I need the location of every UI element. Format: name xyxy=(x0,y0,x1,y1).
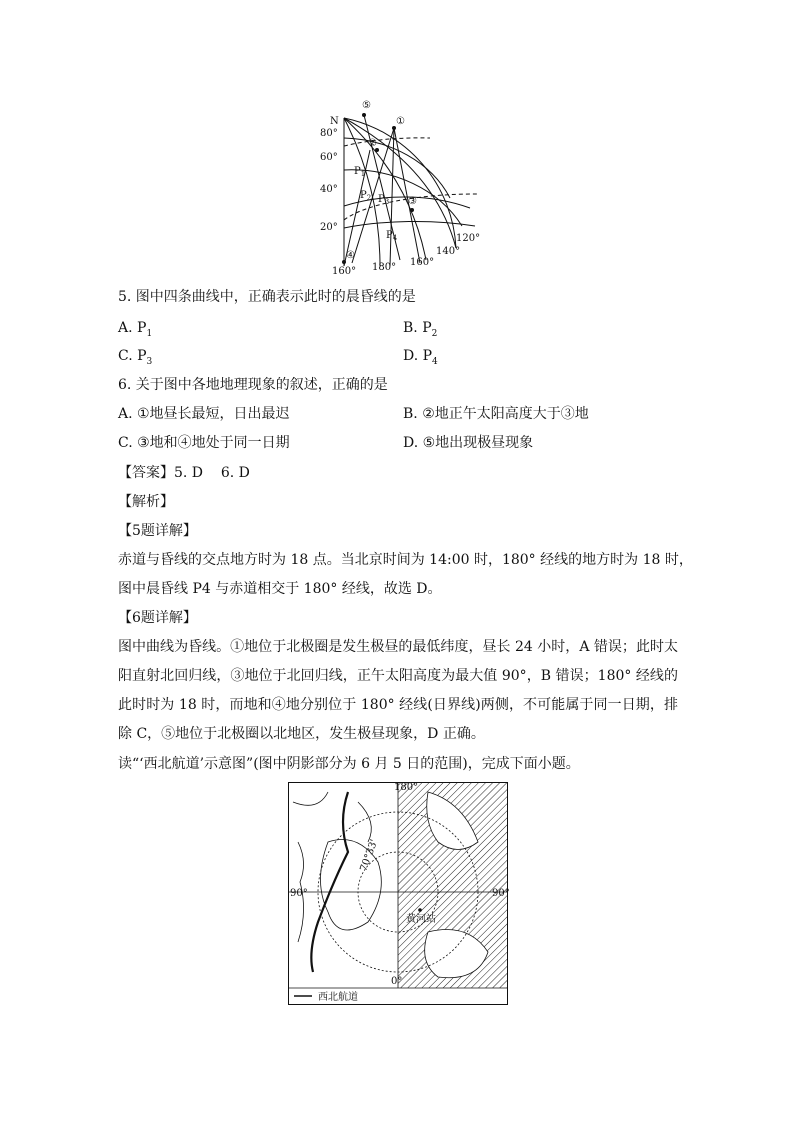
lon120-label: 120° xyxy=(456,233,481,244)
p2-label: $P_2$ xyxy=(360,190,372,202)
station-label: 黄河站 xyxy=(406,914,436,925)
lat40-label: 40° xyxy=(320,184,338,195)
lon160e-label: 160° xyxy=(410,257,435,268)
point-5 xyxy=(362,113,366,117)
circle-1-label: ① xyxy=(396,116,405,127)
legend-label: 西北航道 xyxy=(318,992,358,1003)
detail5-line1: 赤道与昏线的交点地方时为 18 点。当北京时间为 14:00 时，180° 经线的地方时为 18 时， xyxy=(118,552,693,568)
q5-option-c: C. $P_3$ xyxy=(118,348,153,367)
lat20-label: 20° xyxy=(320,222,338,233)
detail5-title: 【5题详解】 xyxy=(118,523,197,539)
lon140-label: 140° xyxy=(436,246,461,257)
detail6-text: 图中曲线为昏线。①地位于北极圈是发生极昼的最低纬度，昼长 24 小时，A 错误；此时太阳直射北回归线，③地位于北回归线，正午太阳高度为最大值 90°，B 错误；180° 经线的此时时为 18 时，而地和④地分别位于 180° 经线(日界线)两侧，不可能属于同一日期，排除 C，⑤地位于北极圈以北地区，发生极昼现象，D 正确。 xyxy=(118,639,678,742)
lon180-label: 180° xyxy=(372,262,397,273)
north-label: N xyxy=(330,116,339,127)
p3-label: $P_3$ xyxy=(378,194,390,206)
p1-label: $P_1$ xyxy=(354,166,366,178)
p4-label: $P_4$ xyxy=(386,230,398,242)
q6-option-b: B. ②地正午太阳高度大于③地 xyxy=(403,406,589,422)
q5-stem: 5. 图中四条曲线中，正确表示此时的晨昏线的是 xyxy=(118,289,416,305)
circle-2-label: ② xyxy=(368,138,377,149)
graticule-diagram xyxy=(320,98,481,277)
lon90e-label: 90° xyxy=(492,888,510,899)
q5-option-b: B. $P_2$ xyxy=(403,320,438,339)
q6-option-c: C. ③地和④地处于同一日期 xyxy=(118,435,290,451)
q5-option-d: D. $P_4$ xyxy=(403,348,438,367)
analysis-heading: 【解析】 xyxy=(118,494,174,510)
circle-3-label: ③ xyxy=(408,196,417,207)
q5-option-a: A. $P_1$ xyxy=(118,320,153,339)
point-3 xyxy=(410,208,414,212)
lon90w-label: 90° xyxy=(290,888,308,899)
northwest-passage-map xyxy=(288,782,508,1005)
answer: 【答案】5. D 6. D xyxy=(118,465,250,481)
q6-stem: 6. 关于图中各地地理现象的叙述，正确的是 xyxy=(118,377,388,393)
station-point xyxy=(418,908,422,912)
lon160w-label: 160° xyxy=(332,266,357,277)
lat80-label: 80° xyxy=(320,128,338,139)
circle-4-label: ④ xyxy=(346,250,355,261)
detail6-title: 【6题详解】 xyxy=(118,610,197,626)
q6-option-d: D. ⑤地出现极昼现象 xyxy=(403,435,534,451)
lat-label: 70°33' xyxy=(358,838,381,874)
read-intro: 读“‘西北航道’示意图”(图中阴影部分为 6 月 5 日的范围)，完成下面小题。 xyxy=(118,756,580,772)
detail5-line2: 图中晨昏线 P4 与赤道相交于 180° 经线，故选 D。 xyxy=(118,581,442,597)
lon0-label: 0° xyxy=(391,976,403,987)
lon180-label: 180° xyxy=(394,782,419,793)
lat60-label: 60° xyxy=(320,152,338,163)
q6-option-a: A. ①地昼长最短，日出最迟 xyxy=(118,406,290,422)
circle-5-label: ⑤ xyxy=(362,100,371,111)
